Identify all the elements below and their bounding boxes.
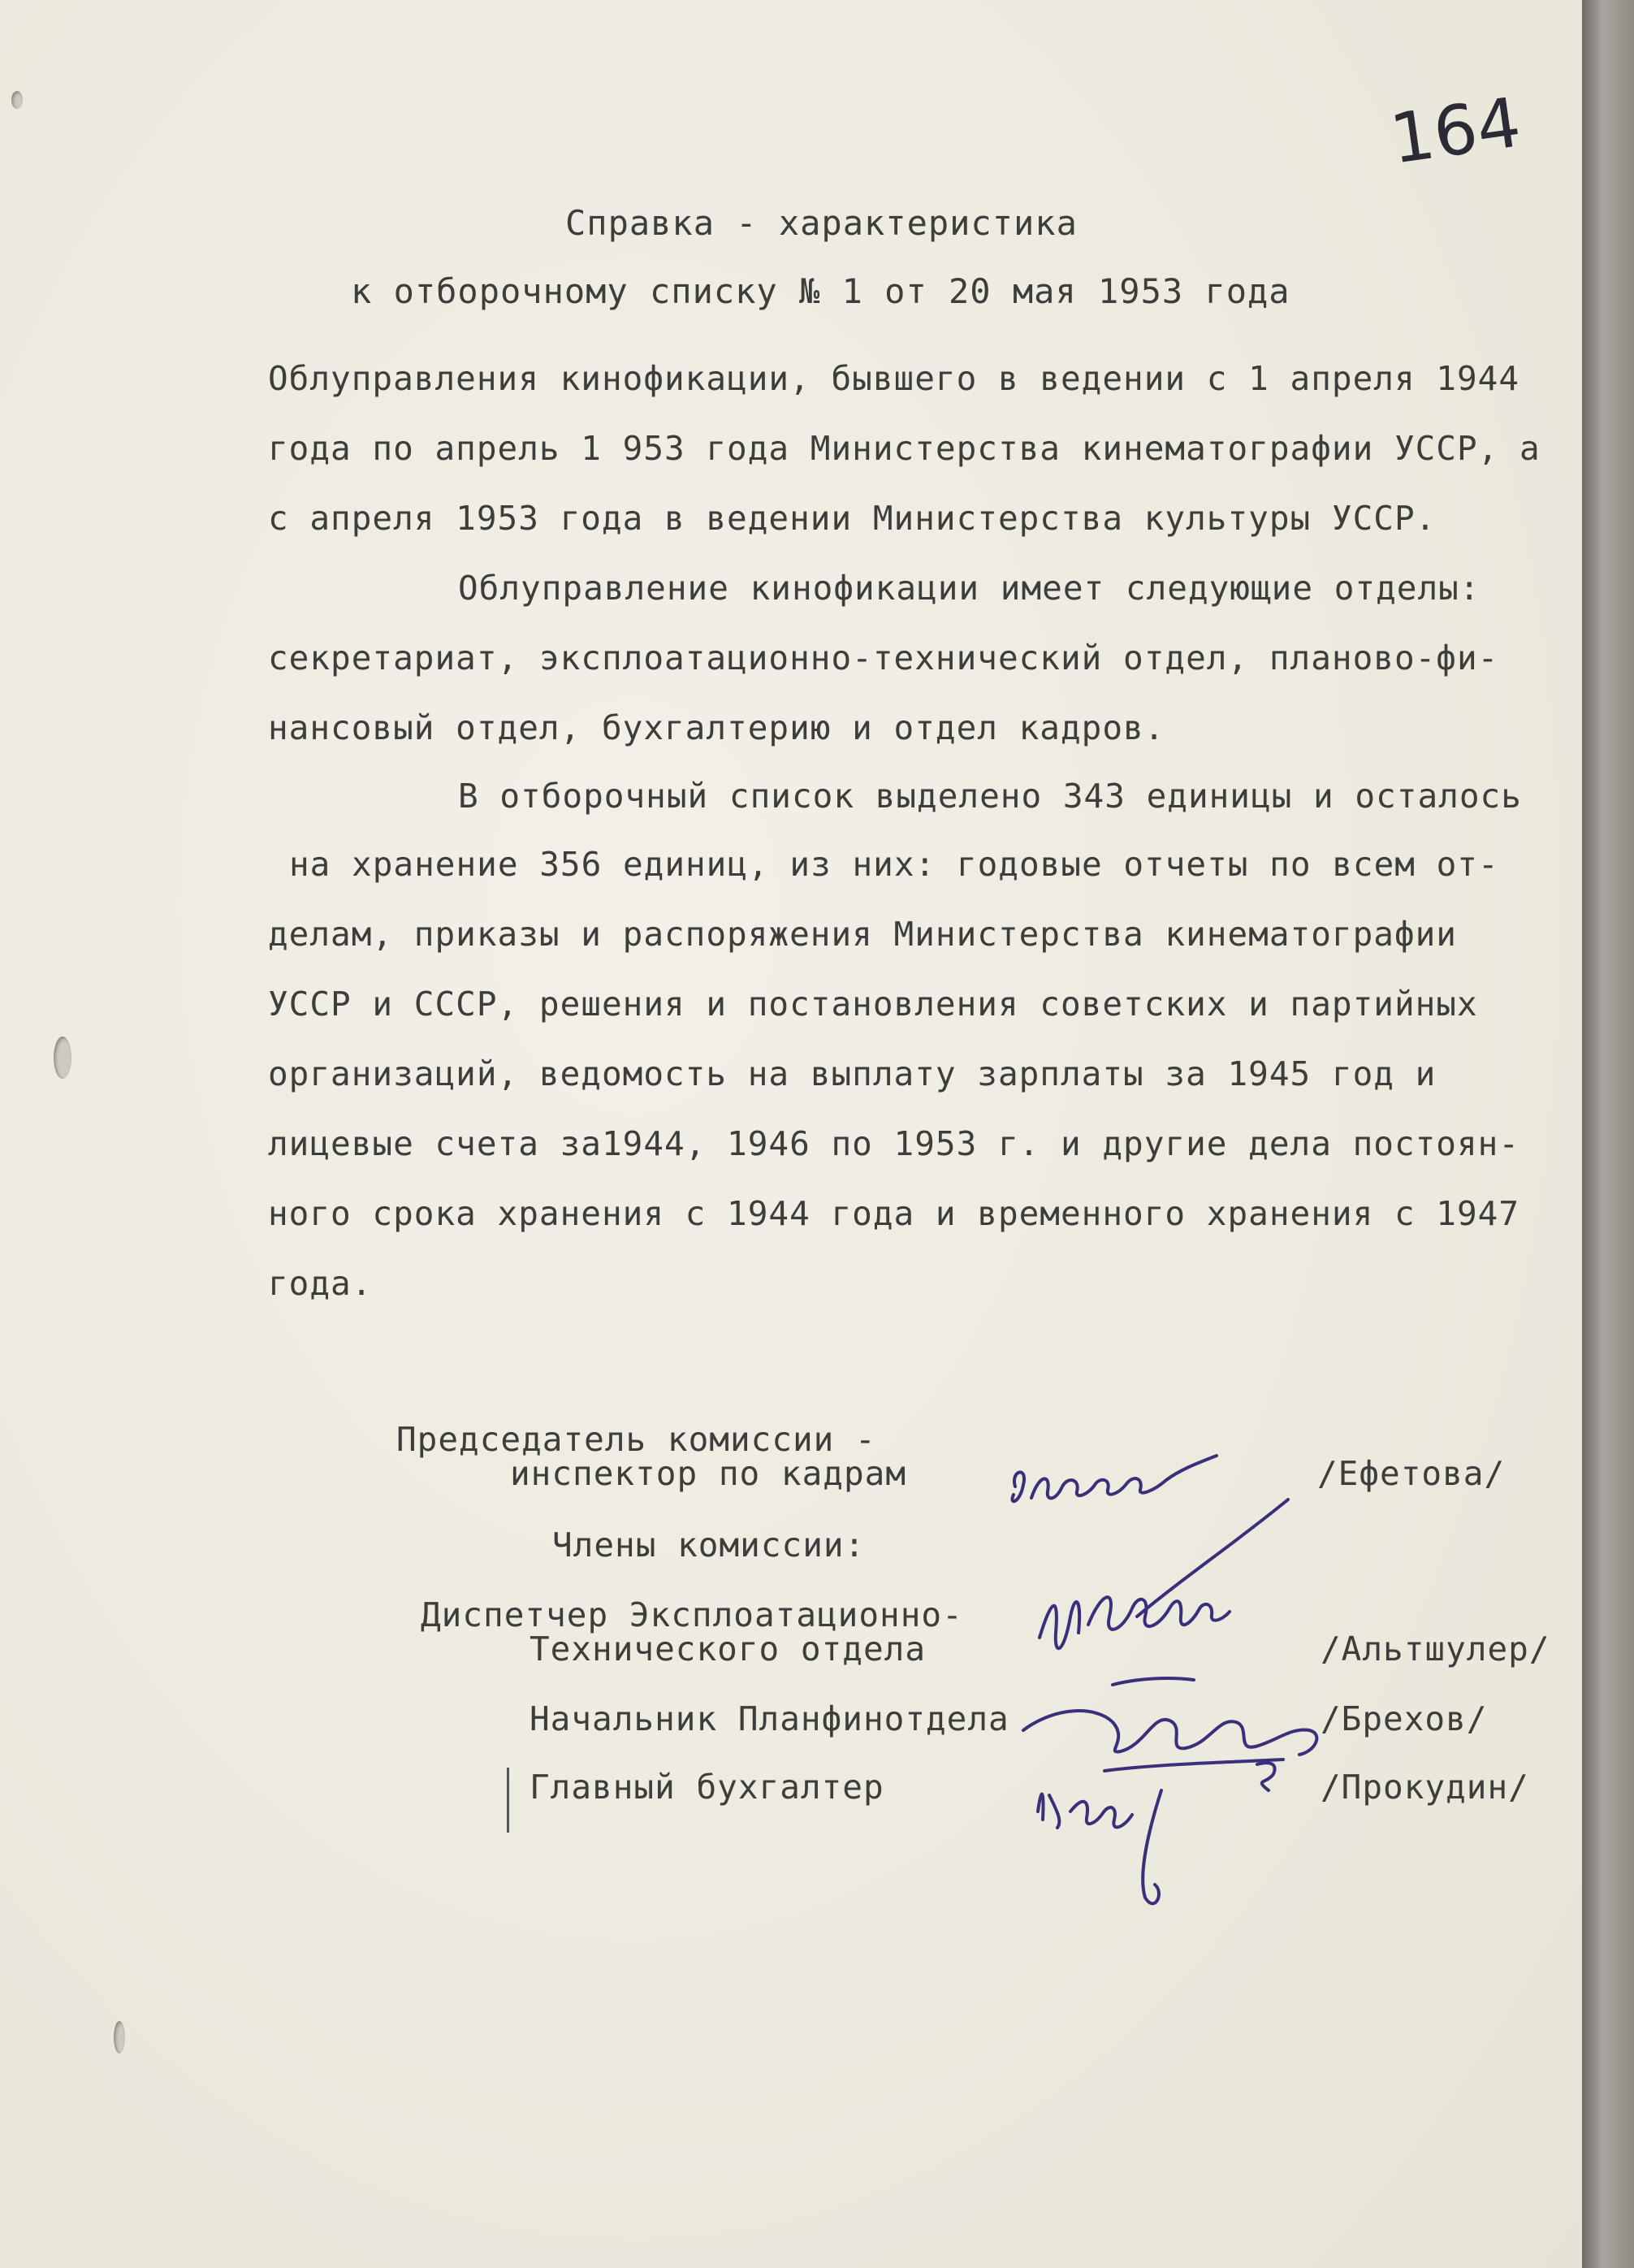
paragraph3-line7: ного срока хранения с 1944 года и временного хранения с 1947 xyxy=(268,1194,1520,1233)
paragraph1-line1: Облуправления кинофикации, бывшего в ведении с 1 апреля 1944 xyxy=(268,359,1520,398)
paragraph3-line8: года. xyxy=(268,1264,373,1303)
paragraph2-line2: секретариат, эксплоатационно-технический отдел, планово-фи- xyxy=(268,638,1499,677)
paragraph3-line4: УССР и СССР, решения и постановления советских и партийных xyxy=(268,985,1478,1024)
paragraph1-line3: с апреля 1953 года в ведении Министерства культуры УССР. xyxy=(268,499,1437,538)
member1-name: /Альтшулер/ xyxy=(1321,1630,1550,1669)
member2-title: Начальник Планфинотдела xyxy=(530,1699,1009,1738)
paragraph3-line2: на хранение 356 единиц, из них: годовые отчеты по всем от- xyxy=(289,845,1499,884)
binding-hole-top xyxy=(11,91,23,109)
members-heading: Члены комиссии: xyxy=(552,1526,866,1565)
document-title: Справка - характеристика xyxy=(565,203,1078,243)
document-subtitle: к отборочному списку № 1 от 20 мая 1953 года xyxy=(351,271,1290,311)
page-edge-shadow xyxy=(1582,0,1634,2268)
paragraph1-line2: года по апрель 1 953 года Министерства кинематографии УССР, а xyxy=(268,429,1541,468)
chair-name: /Ефетова/ xyxy=(1317,1454,1506,1493)
signature-member3 xyxy=(1025,1755,1301,1917)
member2-name: /Брехов/ xyxy=(1321,1699,1488,1738)
binding-hole-bottom xyxy=(114,2021,125,2054)
paragraph3-line5: организаций, ведомость на выплату зарплаты за 1945 год и xyxy=(268,1054,1437,1093)
paragraph2-line3: нансовый отдел, бухгалтерию и отдел кадров. xyxy=(268,708,1165,747)
chair-title-line2: инспектор по кадрам xyxy=(510,1454,906,1493)
member1-title-line2: Технического отдела xyxy=(530,1630,926,1669)
binding-hole-middle xyxy=(54,1037,71,1079)
paragraph3-line3: делам, приказы и распоряжения Министерства кинематографии xyxy=(268,915,1457,954)
paragraph2-line1: Облуправление кинофикации имеет следующие отделы: xyxy=(458,569,1481,608)
member1-title-line1: Диспетчер Эксплоатационно- xyxy=(421,1595,963,1634)
chair-title-line1: Председатель комиссии - xyxy=(396,1420,876,1459)
member3-name: /Прокудин/ xyxy=(1321,1768,1529,1807)
margin-pencil-mark xyxy=(507,1768,509,1833)
member3-title: Главный бухгалтер xyxy=(530,1768,884,1807)
folio-number: 164 xyxy=(1385,82,1526,180)
paragraph3-line1: В отборочный список выделено 343 единицы и осталось xyxy=(458,777,1522,816)
signature-member1 xyxy=(1031,1495,1291,1682)
paragraph3-line6: лицевые счета за1944, 1946 по 1953 г. и другие дела постоян- xyxy=(268,1124,1520,1163)
